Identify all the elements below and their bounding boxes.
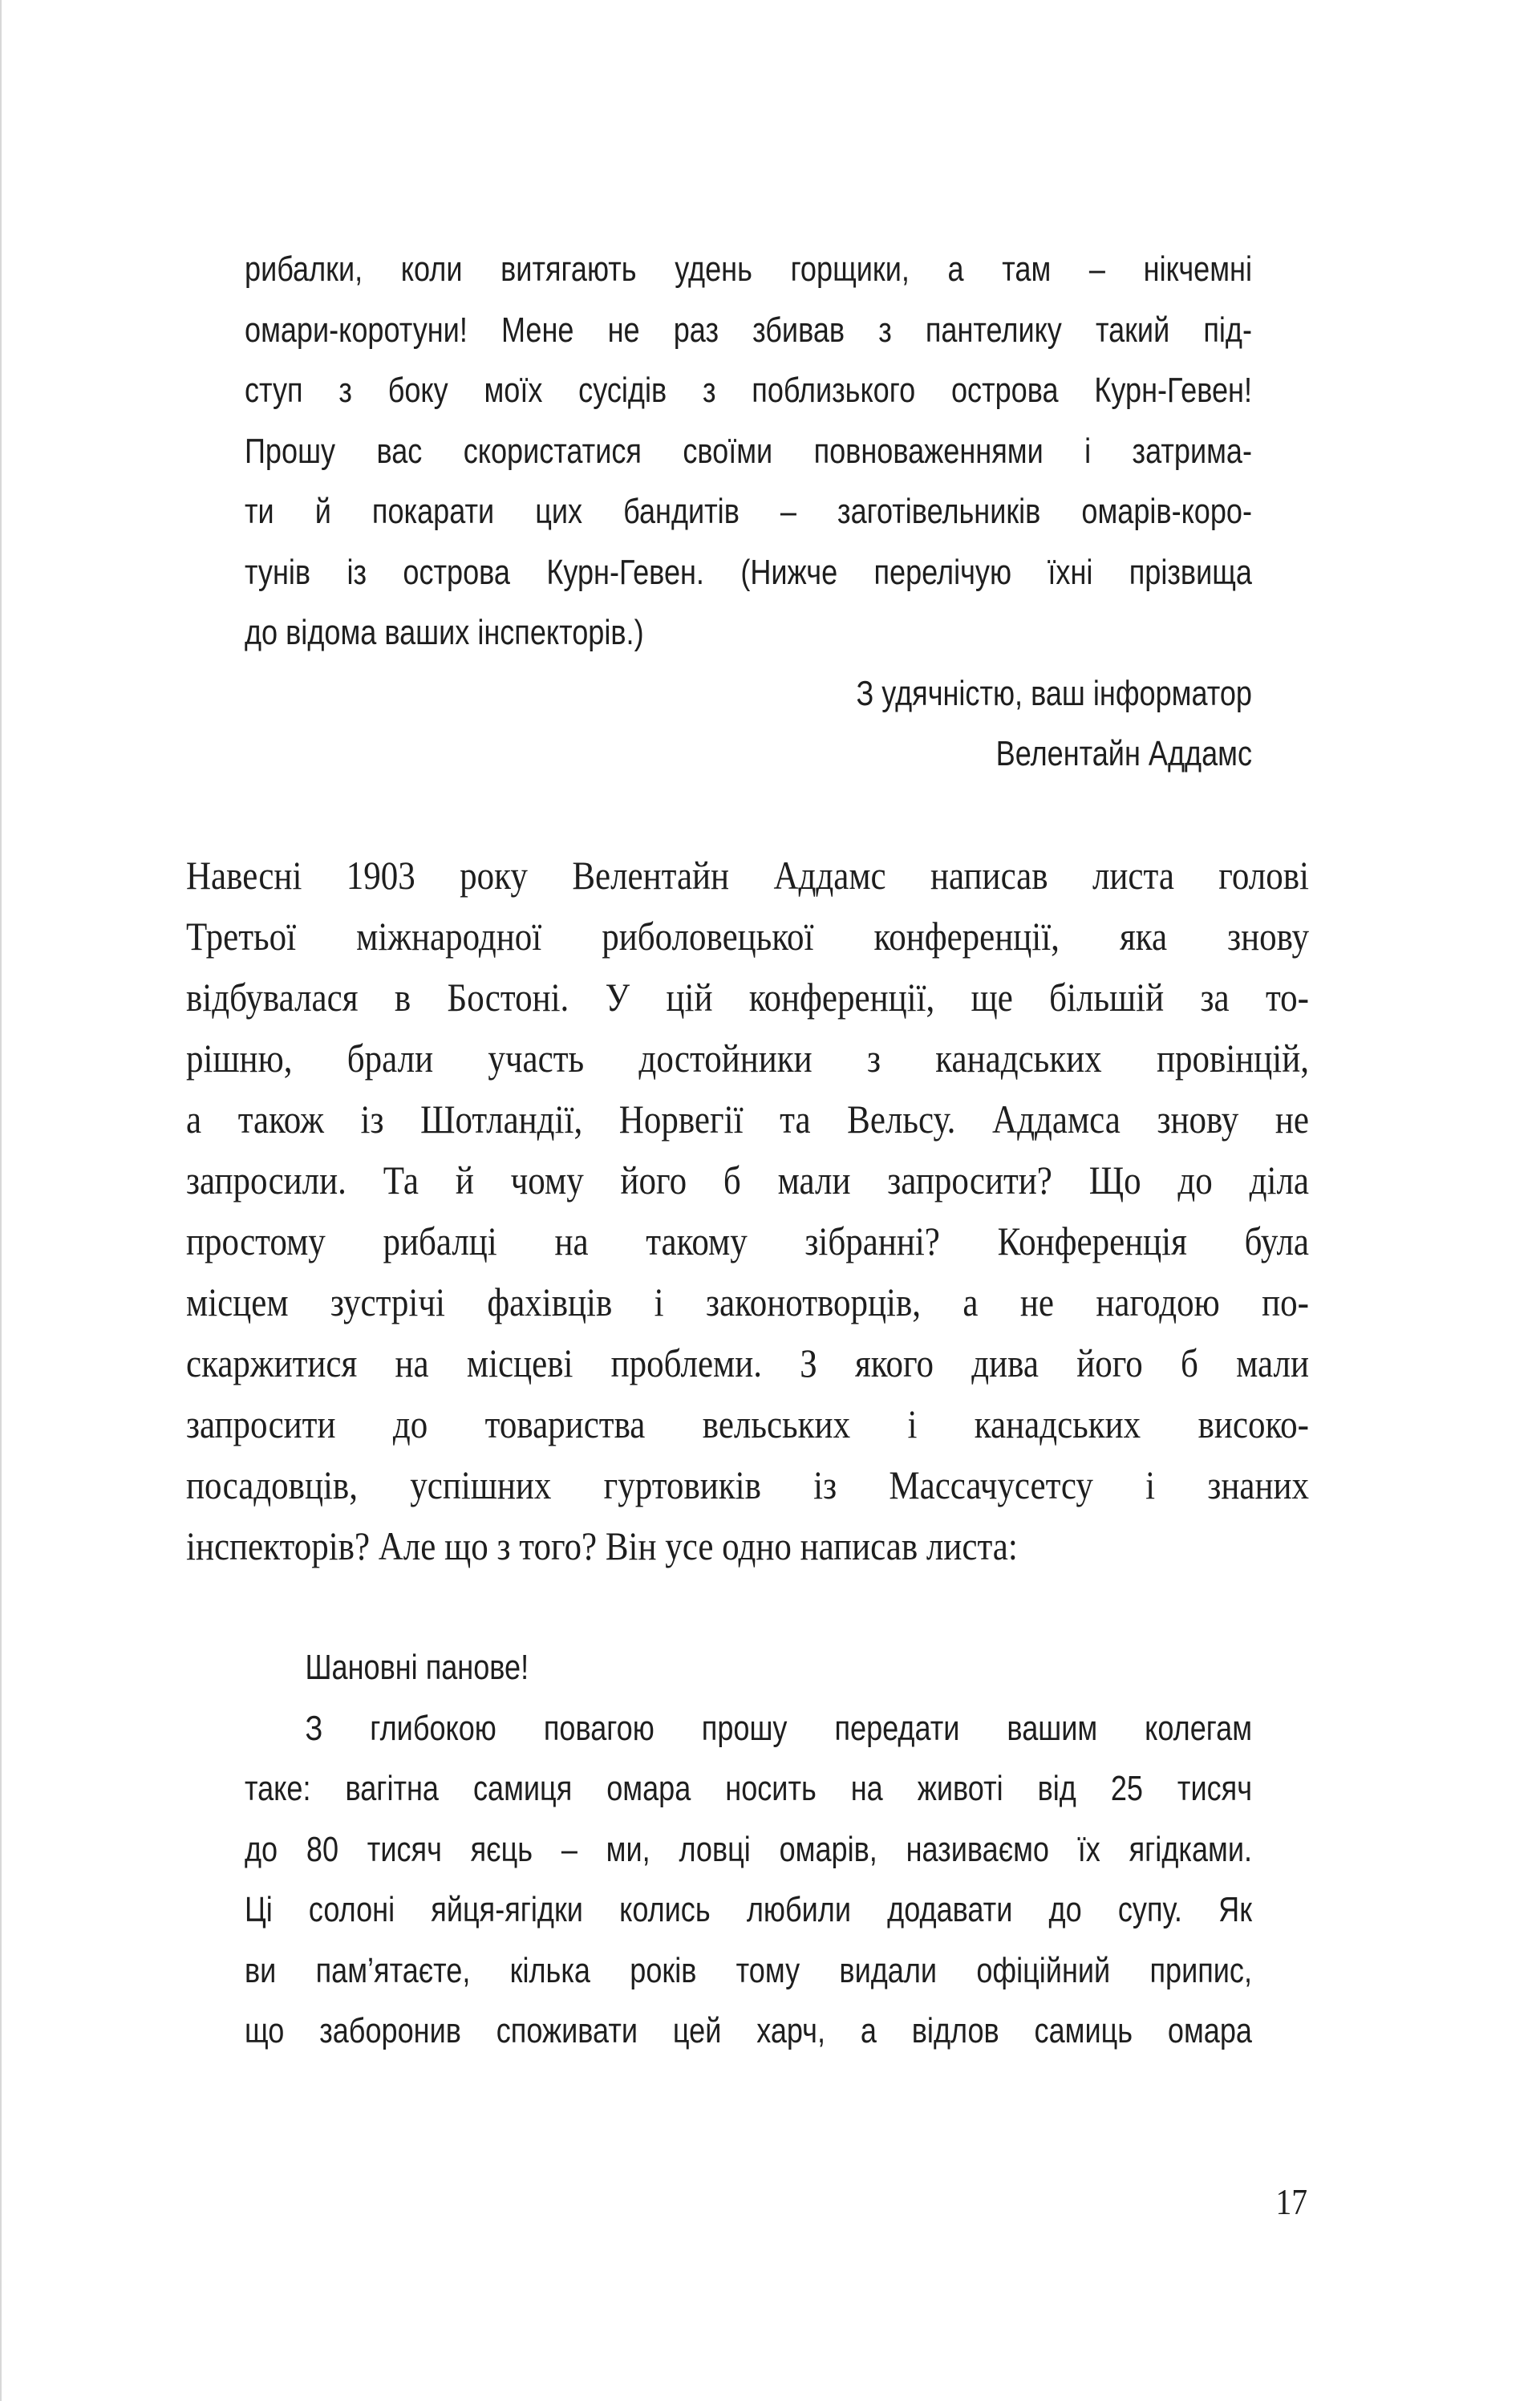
text-line: простому рибалці на такому зібранні? Конференція була — [186, 1219, 1309, 1263]
text-line: запросили. Та й чому його б мали запросити? Що до діла — [186, 1158, 1309, 1203]
text-line: місцем зустрічі фахівців і законотворців, а не нагодою по- — [186, 1280, 1309, 1324]
text-line: скаржитися на місцеві проблеми. З якого дива його б мали — [186, 1340, 1309, 1385]
text-line: рибалки, коли витягають удень горщики, а там – нікчемні — [245, 249, 1252, 289]
text-line: омари-коротуни! Мене не раз збивав з пантелику такий під- — [245, 310, 1252, 350]
main-paragraph — [186, 845, 1309, 1576]
text-line: рішню, брали участь достойники з канадських провінцій, — [186, 1036, 1309, 1081]
text-line: запросити до товариства вельських і канадських високо- — [186, 1401, 1309, 1446]
text-line: що заборонив споживати цей харч, а відлов самиць омара — [245, 2011, 1252, 2050]
text-line: ви пам’ятаєте, кілька років тому видали офіційний припис, — [245, 1950, 1252, 1990]
page-number: 17 — [1275, 2181, 1307, 2222]
text-line: ступ з боку моїх сусідів з поблизького острова Курн-Гевен! — [245, 371, 1252, 410]
text-line: відбувалася в Бостоні. У цій конференції, ще більшій за то- — [186, 975, 1309, 1020]
text-line: таке: вагітна самиця омара носить на животі від 25 тисяч — [245, 1769, 1252, 1808]
letter-greeting: Шановні панове! — [305, 1648, 529, 1687]
letter-quote-1 — [245, 239, 1252, 785]
text-line: посадовців, успішних гуртовиків із Массачусетсу і знаних — [186, 1462, 1309, 1507]
text-line: З глибокою повагою прошу передати вашим колегам — [305, 1708, 1252, 1748]
text-line: Прошу вас скористатися своїми повноваженнями і затрима- — [245, 431, 1252, 471]
letter-signature: Велентайн Аддамс — [995, 734, 1252, 773]
text-line: Третьої міжнародної риболовецької конференції, яка знову — [186, 914, 1309, 959]
letter-quote-2 — [245, 1637, 1252, 2062]
text-line: ти й покарати цих бандитів – заготівельників омарів-коро- — [245, 492, 1252, 531]
text-line: тунів із острова Курн-Гевен. (Нижче перелічую їхні прізвища — [245, 552, 1252, 592]
text-line: Навесні 1903 року Велентайн Аддамс написав листа голові — [186, 853, 1309, 898]
letter-closing: З удячністю, ваш інформатор — [856, 673, 1252, 713]
text-line: а також із Шотландії, Норвегії та Вельсу. Аддамса знову не — [186, 1097, 1309, 1142]
text-line: Ці солоні яйця-ягідки колись любили додавати до супу. Як — [245, 1890, 1252, 1929]
text-line: інспекторів? Але що з того? Він усе одно написав листа: — [186, 1523, 1018, 1568]
text-line: до 80 тисяч яєць – ми, ловці омарів, називаємо їх ягідками. — [245, 1829, 1252, 1869]
text-line: до відома ваших інспекторів.) — [245, 613, 644, 652]
